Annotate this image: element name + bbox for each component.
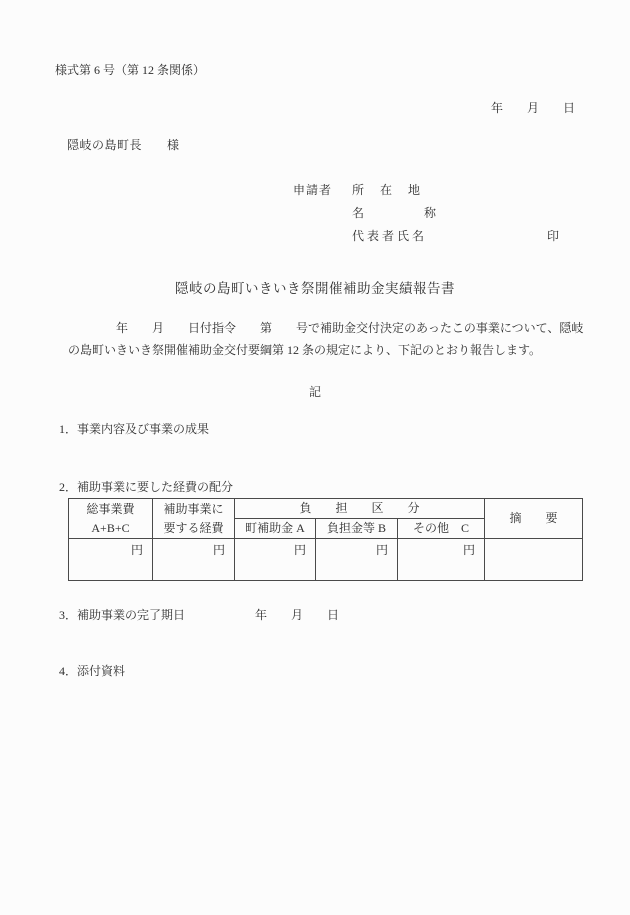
subsidy-expense-header-line2: 要する経費: [163, 520, 224, 535]
applicant-representative-label: 代表者氏名: [352, 229, 428, 243]
town-subsidy-yen-cell: 円: [235, 539, 316, 581]
body-paragraph-line1: 年 月 日付指令 第 号で補助金交付決定のあったこの事業について、隠岐: [68, 321, 584, 335]
document-title: 隠岐の島町いきいき祭開催補助金実績報告書: [175, 281, 455, 296]
section-2-heading: 2．補助事業に要した経費の配分: [59, 480, 234, 494]
section-1-heading: 1．事業内容及び事業の成果: [59, 422, 210, 436]
body-paragraph-line2: の島町いきいき祭開催補助金交付要綱第 12 条の規定により、下記のとおり報告します。: [68, 343, 542, 357]
subsidy-expense-header: [153, 499, 235, 539]
total-cost-header-line2: A+B+C: [91, 520, 130, 535]
expense-allocation-table: [68, 498, 583, 581]
other-header: その他 C: [398, 519, 485, 539]
total-cost-header-line1: 総事業費: [86, 501, 135, 516]
section-3-completion-date: 年 月 日: [255, 608, 340, 622]
applicant-name-label: 名 称: [352, 206, 437, 220]
total-cost-yen-cell: 円: [69, 539, 153, 581]
issue-date-line: 年 月 日: [491, 101, 576, 115]
seal-mark: 印: [547, 229, 560, 243]
subsidy-expense-yen-cell: 円: [153, 539, 235, 581]
section-4-heading: 4．添付資料: [59, 664, 126, 678]
remarks-header: 摘 要: [485, 499, 583, 539]
form-number: 様式第 6 号（第 12 条関係）: [55, 63, 206, 77]
total-cost-header: [69, 499, 153, 539]
contribution-header: 負担金等 B: [316, 519, 398, 539]
record-mark: 記: [308, 385, 321, 399]
remarks-value-cell: [485, 539, 583, 581]
contribution-yen-cell: 円: [316, 539, 398, 581]
other-yen-cell: 円: [398, 539, 485, 581]
addressee: 隠岐の島町長 様: [67, 138, 180, 152]
applicant-label: 申請者: [293, 183, 333, 197]
section-3-heading: 3．補助事業の完了期日: [59, 608, 186, 622]
applicant-address-label: 所 在 地: [352, 183, 423, 197]
town-subsidy-header: 町補助金 A: [235, 519, 316, 539]
subsidy-expense-header-line1: 補助事業に: [163, 501, 224, 516]
burden-category-header: 負 担 区 分: [235, 499, 485, 519]
